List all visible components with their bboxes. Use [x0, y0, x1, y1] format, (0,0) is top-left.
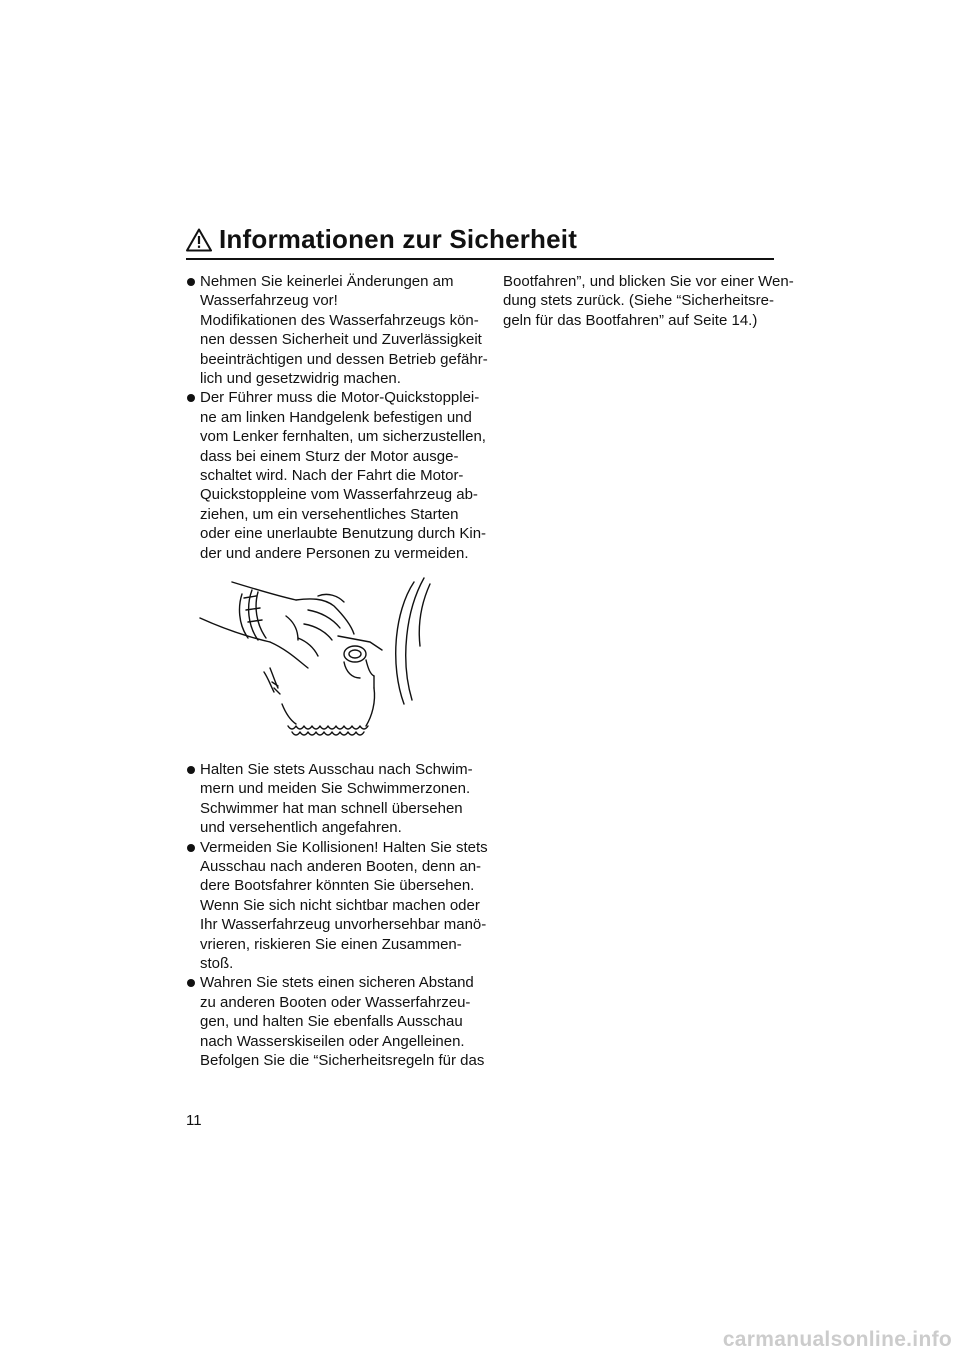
page-title: Informationen zur Sicherheit [219, 224, 578, 254]
bullet-item [186, 973, 485, 1070]
text-line: Vermeiden Sie Kollisionen! Halten Sie stets [200, 838, 488, 856]
text-line: schaltet wird. Nach der Fahrt die Motor- [200, 467, 464, 485]
text-line: vom Lenker fernhalten, um sicherzustellen, [200, 428, 486, 446]
text-line: der und andere Personen zu vermeiden. [200, 544, 469, 562]
watermark: carmanualsonline.info [722, 1328, 952, 1351]
text-line: beeinträchtigen und dessen Betrieb gefähr- [200, 350, 488, 368]
text-line: stoß. [200, 955, 234, 973]
text-line: oder eine unerlaubte Benutzung durch Kin- [200, 525, 487, 543]
right-column [503, 272, 794, 330]
text-line: dung stets zurück. (Siehe “Sicherheitsre- [503, 292, 774, 310]
text-line: nen dessen Sicherheit und Zuverlässigkeit [200, 331, 482, 349]
text-line: Bootfahren”, und blicken Sie vor einer Wen- [503, 273, 794, 290]
warning-triangle-icon [186, 228, 212, 252]
bullet-dot [187, 394, 195, 402]
text-line: Modifikationen des Wasserfahrzeugs kön- [200, 311, 479, 329]
text-line: Der Führer muss die Motor-Quickstopplei- [200, 389, 480, 407]
bullet-item [186, 760, 476, 838]
text-line: gen, und halten Sie ebenfalls Ausschau [200, 1013, 463, 1031]
text-line: Wenn Sie sich nicht sichtbar machen oder [200, 896, 480, 914]
bullet-dot [187, 844, 195, 852]
page-number: 11 [186, 1112, 202, 1129]
text-line: Schwimmer hat man schnell übersehen [200, 799, 463, 817]
bullet-dot [187, 979, 195, 987]
text-line: geln für das Bootfahren” auf Seite 14.) [503, 311, 758, 329]
text-line: und versehentlich angefahren. [200, 819, 402, 837]
text-line: Ihr Wasserfahrzeug unvorhersehbar manö- [200, 916, 487, 934]
text-line: lich und gesetzwidrig machen. [200, 370, 401, 388]
text-line: ziehen, um ein versehentliches Starten [200, 505, 459, 523]
left-column-bottom [186, 760, 488, 1071]
text-line: Quickstoppleine vom Wasserfahrzeug ab- [200, 486, 478, 504]
text-line: dass bei einem Sturz der Motor ausge- [200, 447, 459, 465]
text-line: zu anderen Booten oder Wasserfahrzeu- [200, 993, 471, 1011]
lanyard-wrist-illustration [198, 576, 448, 751]
left-column-top [186, 272, 488, 563]
bullet-item [186, 838, 488, 974]
text-line: Nehmen Sie keinerlei Änderungen am [200, 273, 454, 290]
text-line: vrieren, riskieren Sie einen Zusammen- [200, 935, 462, 953]
text-line: ne am linken Handgelenk befestigen und [200, 408, 472, 426]
page-header [186, 222, 774, 260]
bullet-dot [187, 766, 195, 774]
text-line: mern und meiden Sie Schwimmerzonen. [200, 780, 471, 798]
bullet-item [186, 388, 487, 563]
text-line: Halten Sie stets Ausschau nach Schwim- [200, 761, 473, 778]
text-line: Ausschau nach anderen Booten, denn an- [200, 858, 482, 876]
text-line: Wasserfahrzeug vor! [200, 292, 338, 310]
text-line: dere Bootsfahrer könnten Sie übersehen. [200, 877, 475, 895]
text-line: Wahren Sie stets einen sicheren Abstand [200, 974, 474, 992]
text-line: Befolgen Sie die “Sicherheitsregeln für das [200, 1052, 485, 1070]
text-line: nach Wasserskiseilen oder Angelleinen. [200, 1032, 465, 1050]
bullet-dot [187, 278, 195, 286]
bullet-item [186, 272, 488, 388]
